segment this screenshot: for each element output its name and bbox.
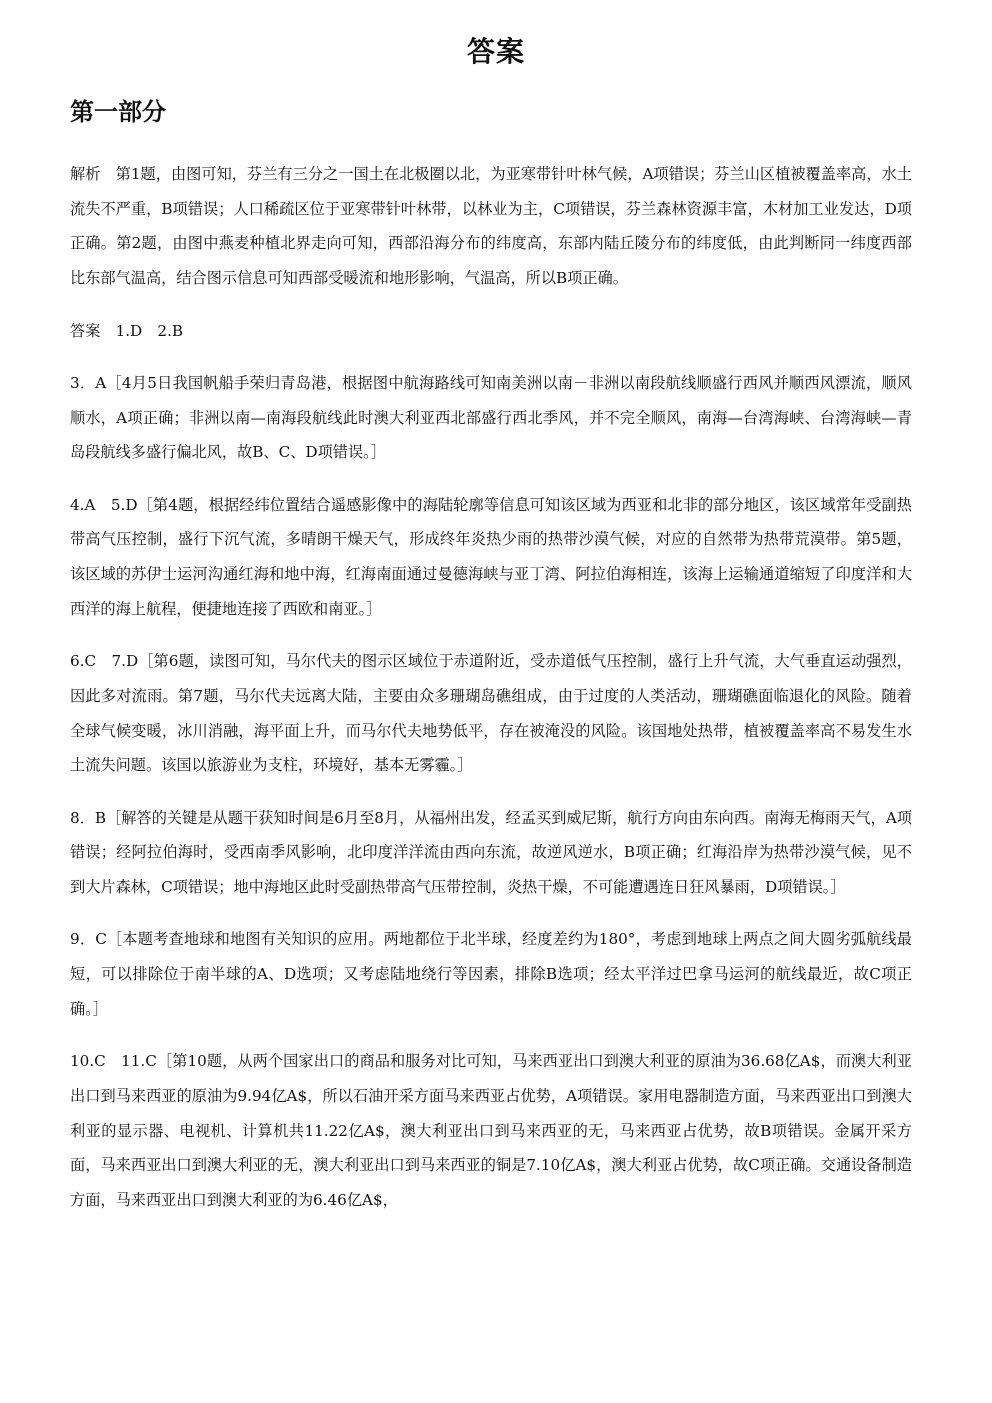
answer-paragraph-q8: 8．B［解答的关键是从题干获知时间是6月至8月，从福州出发，经孟买到威尼斯，航行方向由东向西。南海无梅雨天气，A项错误；经阿拉伯海时，受西南季风影响，北印度洋洋流由西向东流，故逆风逆水，B项正确；红海沿岸为热带沙漠气候，见不到大片森林，C项错误；地中海地区此时受副热带高气压带控制，炎热干燥，不可能遭遇连日狂风暴雨，D项错误。］ xyxy=(70,808,912,897)
answer-paragraph-key-1-2: 答案 1.D 2.B xyxy=(70,321,184,340)
answer-paragraph-q6-7: 6.C 7.D［第6题，读图可知，马尔代夫的图示区域位于赤道附近，受赤道低气压控制，盛行上升气流，大气垂直运动强烈，因此多对流雨。第7题，马尔代夫远离大陆，主要由众多珊瑚岛礁组成，由于过度的人类活动，珊瑚礁面临退化的风险。随着全球气候变暖，冰川消融，海平面上升，而马尔代夫地势低平，存在被淹没的风险。该国地处热带，植被覆盖率高不易发生水土流失问题。该国以旅游业为支柱，环境好，基本无雾霾。］ xyxy=(70,652,912,775)
answer-paragraph-analysis: 解析 第1题，由图可知，芬兰有三分之一国土在北极圈以北，为亚寒带针叶林气候，A项错误；芬兰山区植被覆盖率高，水土流失不严重，B项错误；人口稀疏区位于亚寒带针叶林带，以林业为主，C项错误，芬兰森林资源丰富，木材加工业发达，D项正确。第2题，由图中燕麦种植北界走向可知，西部沿海分布的纬度高，东部内陆丘陵分布的纬度低，由此判断同一纬度西部比东部气温高，结合图示信息可知西部受暖流和地形影响，气温高，所以B项正确。 xyxy=(70,165,912,288)
answer-paragraph-q4-5: 4.A 5.D［第4题，根据经纬位置结合遥感影像中的海陆轮廓等信息可知该区域为西亚和北非的部分地区，该区域常年受副热带高气压控制，盛行下沉气流，多晴朗干燥天气，形成终年炎热少雨的热带沙漠气候，对应的自然带为热带荒漠带。第5题，该区域的苏伊士运河沟通红海和地中海，红海南面通过曼德海峡与亚丁湾、阿拉伯海相连，该海上运输通道缩短了印度洋和大西洋的海上航程，便捷地连接了西欧和南亚。］ xyxy=(70,495,912,618)
answer-paragraph-q9: 9．C［本题考查地球和地图有关知识的应用。两地都位于北半球，经度差约为180°，考虑到地球上两点之间大圆劣弧航线最短，可以排除位于南半球的A、D选项；又考虑陆地绕行等因素，排除B选项；经太平洋过巴拿马运河的航线最近，故C项正确。］ xyxy=(70,930,912,1018)
page-title: 答案 xyxy=(466,35,525,68)
answer-paragraph-q10-11: 10.C 11.C［第10题，从两个国家出口的商品和服务对比可知，马来西亚出口到澳大利亚的原油为36.68亿A$，而澳大利亚出口到马来西亚的原油为9.94亿A$，所以石油开采方面马来西亚占优势，A项错误。家用电器制造方面，马来西亚出口到澳大利亚的显示器、电视机、计算机共11.22亿A$，澳大利亚出口到马来西亚的无，马来西亚占优势，故B项错误。金属开采方面，马来西亚出口到澳大利亚的无，澳大利亚出口到马来西亚的铜是7.10亿A$，澳大利亚占优势，故C项正确。交通设备制造方面，马来西亚出口到澳大利亚的为6.46亿A$， xyxy=(70,1052,912,1210)
answer-paragraph-q3: 3．A［4月5日我国帆船手荣归青岛港，根据图中航海路线可知南美洲以南－非洲以南段航线顺盛行西风并顺西风漂流，顺风顺水，A项正确；非洲以南—南海段航线此时澳大利亚西北部盛行西北季风，并不完全顺风，南海—台湾海峡、台湾海峡—青岛段航线多盛行偏北风，故B、C、D项错误。］ xyxy=(70,373,912,462)
answer-content xyxy=(70,157,912,1218)
section-heading: 第一部分 xyxy=(70,98,166,126)
